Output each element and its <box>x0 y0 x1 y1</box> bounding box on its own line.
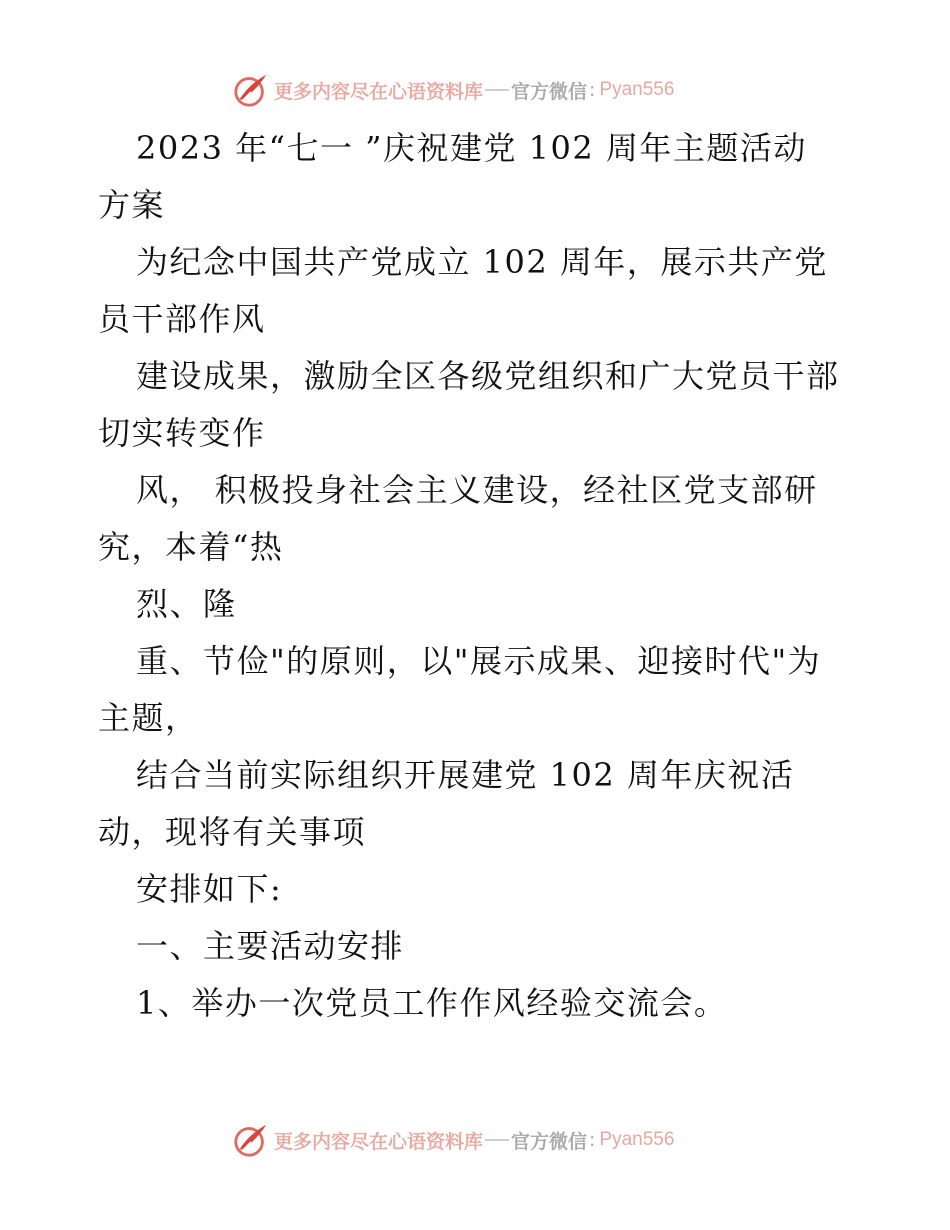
watermark-separator: : <box>589 79 596 101</box>
text-line: 重、节俭"的原则，以"展示成果、迎接时代"为 <box>136 642 822 680</box>
watermark-separator: : <box>589 1129 596 1151</box>
text-line: 究，本着“热 <box>98 528 284 566</box>
text-line: 烈、隆 <box>136 585 237 623</box>
text-line: 结合当前实际组织开展建党 102 周年庆祝活 <box>136 756 795 794</box>
watermark-main-text: 更多内容尽在心语资料库 <box>274 1130 484 1153</box>
text-line: 2023 年“七一 ”庆祝建党 102 周年主题活动 <box>136 129 807 167</box>
watermark-dash <box>485 1139 509 1141</box>
text-line: 员干部作风 <box>98 300 266 338</box>
quill-logo-icon <box>232 1121 270 1159</box>
watermark-main-text: 更多内容尽在心语资料库 <box>274 80 484 103</box>
document-body <box>98 120 868 1032</box>
text-line: 安排如下: <box>136 870 283 908</box>
text-line: 动，现将有关事项 <box>98 813 367 851</box>
text-line: 一、主要活动安排 <box>136 927 405 965</box>
text-line: 风， 积极投身社会主义建设，经社区党支部研 <box>136 471 818 509</box>
text-line: 为纪念中国共产党成立 102 周年，展示共产党 <box>136 243 828 281</box>
watermark-wechat-label: 官方微信 <box>511 1130 588 1153</box>
text-line: 建设成果，激励全区各级党组织和广大党员干部 <box>136 357 840 395</box>
quill-logo-icon <box>232 71 270 109</box>
watermark-wechat-id: Pyan556 <box>599 79 675 100</box>
watermark-wechat-id: Pyan556 <box>599 1129 675 1150</box>
text-line: 1、举办一次党员工作作风经验交流会。 <box>136 984 728 1022</box>
watermark-dash <box>485 89 509 91</box>
watermark-wechat-label: 官方微信 <box>511 80 588 103</box>
text-line: 方案 <box>98 186 166 224</box>
header-watermark <box>232 70 674 110</box>
text-line: 主题， <box>98 699 199 737</box>
footer-watermark <box>232 1120 674 1160</box>
text-line: 切实转变作 <box>98 414 266 452</box>
